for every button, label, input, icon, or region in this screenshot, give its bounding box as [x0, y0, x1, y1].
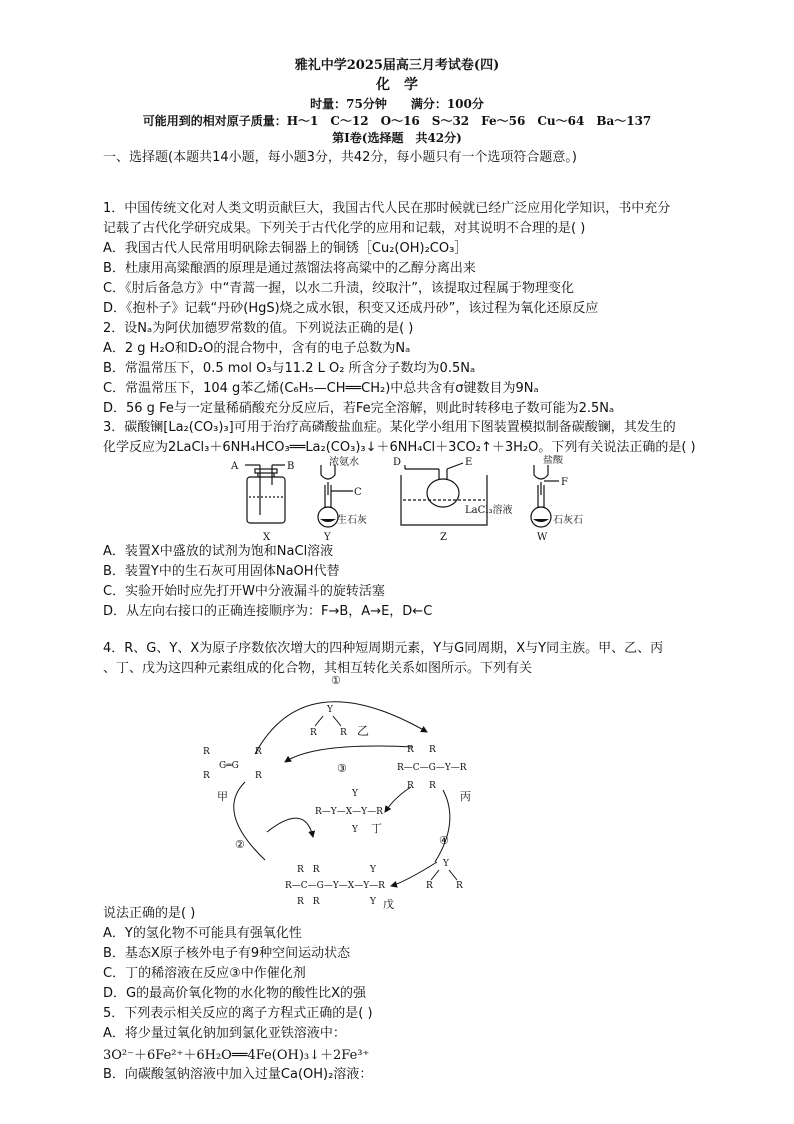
bing-r-top2: R — [429, 745, 436, 755]
part-one-heading: 第Ⅰ卷(选择题 共42分) — [332, 131, 462, 145]
q5-option-b: B．向碳酸氢钠溶液中加入过量Ca(OH)₂溶液： — [103, 1067, 373, 1082]
jia-r4: R — [255, 771, 262, 781]
ding-y-bot: Y — [352, 825, 358, 835]
q2-option-a: A．2 g H₂O和D₂O的混合物中，含有的电子总数为Nₐ — [103, 341, 411, 356]
jia-core: G═G — [219, 761, 239, 771]
q4-stem-line3: 说法正确的是( ) — [103, 906, 196, 921]
bing-chain: R—C—G—Y—R — [397, 763, 467, 773]
wu-y-bot: Y — [370, 897, 376, 907]
q5-stem: 5．下列表示相关反应的离子方程式正确的是( ) — [103, 1006, 373, 1021]
label-x: X — [263, 532, 271, 543]
label-quicklime: 生石灰 — [337, 515, 367, 526]
reaction-scheme — [195, 672, 490, 910]
label-c: C — [354, 487, 362, 498]
jia-r1: R — [203, 747, 210, 757]
q3-option-b: B．装置Y中的生石灰可用固体NaOH代替 — [103, 564, 340, 579]
step-3-label: ③ — [337, 762, 347, 775]
ding-y-top: Y — [352, 789, 358, 799]
section-one-heading: 一、选择题(本题共14小题，每小题3分，共42分，每小题只有一个选项符合题意。) — [103, 150, 577, 165]
bing-r-bot1: R — [407, 781, 414, 791]
bing-r-top1: R — [407, 745, 414, 755]
q3-option-d: D．从左向右接口的正确连接顺序为：F→B，A→E，D←C — [103, 604, 433, 619]
q4-stem-line1: 4．R、G、Y、X为原子序数依次增大的四种短周期元素，Y与G同周期，X与Y同主族。甲、乙、丙 — [103, 641, 664, 656]
q4-stem-line2: 、丁、戊为这四种元素组成的化合物，其相互转化关系如图所示。下列有关 — [103, 661, 533, 676]
subject-title: 化 学 — [376, 77, 418, 93]
compound-yi-label: 乙 — [357, 724, 370, 738]
atomic-masses: 可能用到的相对原子质量：H～1 C～12 O～16 S～32 Fe～56 Cu～64 Ba～137 — [142, 114, 652, 128]
exam-title: 雅礼中学2025届高三月考试卷(四) — [294, 58, 500, 73]
yi-r1: R — [310, 728, 317, 738]
q4-option-d: D．G的最高价氧化物的水化物的酸性比X的强 — [103, 986, 366, 1001]
compound-ding-label: 丁 — [371, 822, 382, 835]
label-d: D — [393, 457, 402, 468]
label-z: Z — [440, 532, 447, 543]
q3-option-c: C．实验开始时应先打开W中分液漏斗的旋转活塞 — [103, 584, 385, 599]
q3-option-a: A．装置X中盛放的试剂为饱和NaCl溶液 — [103, 544, 334, 559]
q5-option-a-equation: 3O²⁻＋6Fe²⁺＋6H₂O══4Fe(OH)₃↓＋2Fe³⁺ — [103, 1048, 370, 1063]
reagent4-r2: R — [456, 881, 463, 891]
wu-y-top: Y — [370, 865, 376, 875]
q4-option-c: C．丁的稀溶液在反应③中作催化剂 — [103, 966, 306, 981]
q1-stem-line1: 1．中国传统文化对人类文明贡献巨大，我国古代人民在那时候就已经广泛应用化学知识，书中充分 — [103, 201, 671, 216]
label-a: A — [231, 461, 239, 472]
label-y: Y — [324, 532, 331, 543]
label-w: W — [537, 532, 548, 543]
wu-r-top: R R — [297, 865, 320, 875]
label-limestone: 石灰石 — [553, 515, 583, 526]
compound-wu-label: 戊 — [383, 898, 394, 910]
q4-option-b: B．基态X原子核外电子有9种空间运动状态 — [103, 946, 351, 961]
apparatus-figure — [225, 455, 595, 545]
q1-option-d: D．《抱朴子》记载“丹砂(HgS)烧之成水银，积变又还成丹砂”，该过程为氧化还原反应 — [103, 301, 599, 316]
compound-bing-label: 丙 — [460, 790, 471, 803]
q2-option-d: D．56 g Fe与一定量稀硝酸充分反应后，若Fe完全溶解，则此时转移电子数可能为2.5Nₐ — [103, 401, 615, 416]
label-b: B — [287, 461, 295, 472]
yi-r2: R — [340, 728, 347, 738]
compound-jia-label: 甲 — [217, 790, 228, 803]
label-lacl3: LaCl₃溶液 — [465, 505, 513, 516]
reagent4-r1: R — [426, 881, 433, 891]
step-1-label: ① — [331, 674, 341, 687]
reagent4-y: Y — [443, 859, 449, 869]
label-ammonia: 浓氨水 — [329, 457, 359, 468]
q5-option-a: A．将少量过氧化钠加到氯化亚铁溶液中： — [103, 1026, 346, 1041]
q1-stem-line2: 记载了古代化学研究成果。下列关于古代化学的应用和记载，对其说明不合理的是( ) — [103, 221, 586, 236]
jia-r3: R — [255, 747, 262, 757]
ding-chain: R—Y—X—Y—R — [315, 807, 383, 817]
q4-option-a: A．Y的氢化物不可能具有强氧化性 — [103, 926, 302, 941]
label-hcl: 盐酸 — [543, 455, 563, 466]
q1-option-c: C．《肘后备急方》中“青蒿一握，以水二升渍，绞取汁”，该提取过程属于物理变化 — [103, 281, 575, 296]
q2-stem: 2．设Nₐ为阿伏加德罗常数的值。下列说法正确的是( ) — [103, 321, 414, 336]
q2-option-b: B．常温常压下，0.5 mol O₃与11.2 L O₂ 所含分子数均为0.5Nₐ — [103, 361, 476, 376]
jia-r2: R — [203, 771, 210, 781]
q1-option-a: A．我国古代人民常用明矾除去铜器上的铜锈［Cu₂(OH)₂CO₃］ — [103, 241, 468, 256]
step-2-label: ② — [235, 838, 245, 851]
apparatus-x — [245, 465, 285, 523]
bing-r-bot2: R — [429, 781, 436, 791]
yi-y: Y — [327, 705, 333, 715]
wu-r-bot: R R — [297, 897, 320, 907]
label-e: E — [465, 457, 473, 468]
q1-option-b: B．杜康用高粱酿酒的原理是通过蒸馏法将高粱中的乙醇分离出来 — [103, 261, 476, 276]
step-4-label: ④ — [439, 834, 449, 847]
time-score: 时量：75分钟 满分：100分 — [310, 97, 484, 111]
wu-chain: R—C—G—Y—X—Y—R — [285, 881, 385, 891]
label-f: F — [561, 477, 568, 488]
q2-option-c: C．常温常压下，104 g苯乙烯(C₆H₅—CH══CH₂)中总共含有σ键数目为9Nₐ — [103, 381, 539, 396]
q3-stem-line1: 3．碳酸镧[La₂(CO₃)₃]可用于治疗高磷酸盐血症。某化学小组用下图装置模拟制备碳酸镧，其发生的 — [103, 420, 676, 435]
q3-stem-line2: 化学反应为2LaCl₃＋6NH₄HCO₃══La₂(CO₃)₃↓＋6NH₄Cl＋3CO₂↑＋3H₂O。下列有关说法正确的是( ) — [103, 440, 696, 455]
